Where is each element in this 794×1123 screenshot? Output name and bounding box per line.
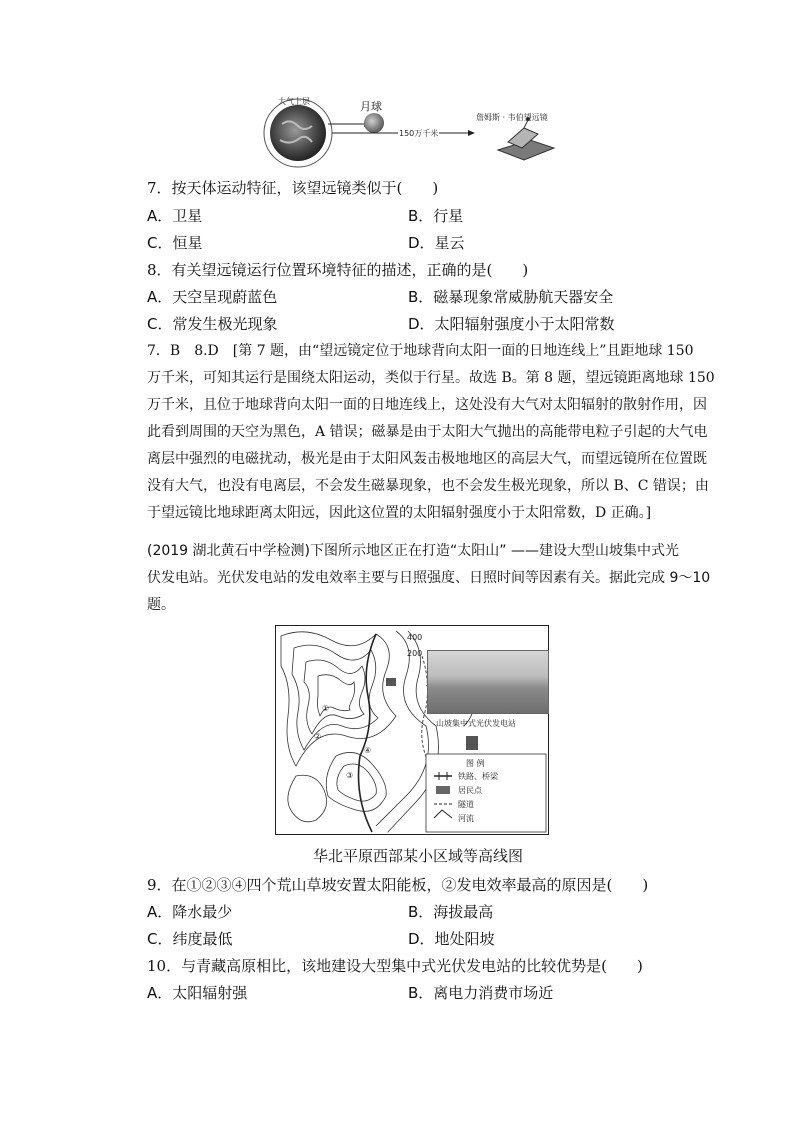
figure-earth-moon-telescope (262, 92, 562, 172)
intro-line-1: (2019 湖北黄石中学检测)下图所示地区正在打造“太阳山” ——建设大型山坡集中式光 (147, 543, 679, 559)
q7-option-b: B．行星 (408, 207, 464, 225)
intro-line-2: 伏发电站。光伏发电站的发电效率主要与日照强度、日照时间等因素有关。据此完成 9～10 (147, 570, 711, 586)
legend-title: 图 例 (466, 759, 485, 768)
answer-line-2: 万千米，可知其运行是围绕太阳运动，类似于行星。故选 B。第 8 题，望远镜距离地球 150 (147, 370, 715, 386)
intro-line-3: 题。 (147, 597, 175, 613)
contour-label-200: 200 (407, 649, 423, 658)
moon-label: 月球 (360, 100, 382, 113)
q10-option-b: B．离电力消费市场近 (408, 984, 554, 1002)
answer-line-3: 万千米，且位于地球背向太阳一面的日地连线上，这处没有大气对太阳辐射的散射作用，因 (147, 397, 707, 413)
figure2-caption: 华北平原西部某小区域等高线图 (313, 847, 524, 865)
legend-item-settlement: 居民点 (458, 786, 482, 795)
earth-label: 大气上层 (278, 97, 310, 106)
railway-line (359, 634, 377, 832)
marker-1: ① (322, 704, 330, 713)
answer-line-6: 没有大气，也没有电离层，不会发生磁暴现象，也不会发生极光现象，所以 B、C 错误；由 (147, 478, 709, 494)
solar-station-photo (427, 650, 549, 714)
legend-item-tunnel: 隧道 (458, 800, 474, 809)
legend-item-river: 河流 (458, 814, 474, 823)
q8-option-a: A．天空呈现蔚蓝色 (147, 288, 278, 306)
moon-icon (364, 113, 384, 133)
q10-stem: 10．与青藏高原相比，该地建设大型集中式光伏发电站的比较优势是( ) (147, 957, 643, 975)
q8-stem: 8．有关望远镜运行位置环境特征的描述，正确的是( ) (147, 261, 529, 279)
telescope-icon (498, 117, 554, 160)
telescope-label: 詹姆斯 · 韦伯望远镜 (476, 113, 548, 122)
answer-line-4: 此看到周围的天空为黑色，A 错误；磁暴是由于太阳大气抛出的高能带电粒子引起的大气电 (147, 424, 708, 440)
q8-option-c: C．常发生极光现象 (147, 315, 278, 333)
marker-2: ② (314, 732, 322, 741)
q7-option-d: D．星云 (408, 234, 465, 252)
q10-option-a: A．太阳辐射强 (147, 984, 248, 1002)
q9-option-c: C．纬度最低 (147, 930, 233, 948)
q9-option-a: A．降水最少 (147, 903, 233, 921)
marker-4: ④ (364, 746, 372, 755)
q9-option-d: D．地处阳坡 (408, 930, 495, 948)
contour-map-figure (275, 625, 549, 835)
photo-caption: 山坡集中式光伏发电站 (436, 719, 516, 728)
distance-label: 150万千米 (399, 129, 439, 138)
q9-option-b: B．海拔最高 (408, 903, 494, 921)
q9-stem: 9．在①②③④四个荒山草坡安置太阳能板，②发电效率最高的原因是( ) (147, 876, 649, 894)
answer-line-5: 离层中强烈的电磁扰动，极光是由于太阳风轰击极地地区的高层大气，而望远镜所在位置既 (147, 451, 707, 467)
q7-option-a: A．卫星 (147, 207, 203, 225)
q7-option-c: C．恒星 (147, 234, 203, 252)
q8-option-b: B．磁暴现象常威胁航天器安全 (408, 288, 614, 306)
contour-label-400: 400 (407, 633, 423, 642)
q8-option-d: D．太阳辐射强度小于太阳常数 (408, 315, 615, 333)
legend-item-railway: 铁路、桥梁 (458, 772, 498, 781)
answer-line-1: 7．B 8.D [第 7 题，由“望远镜定位于地球背向太阳一面的日地连线上”且距地球 150 (147, 343, 694, 359)
legend-box (426, 754, 546, 832)
earth-icon (270, 105, 326, 161)
marker-3: ③ (346, 771, 354, 780)
q7-stem: 7．按天体运动特征，该望远镜类似于( ) (147, 179, 439, 197)
answer-line-7: 于望远镜比地球距离太阳远，因此这位置的太阳辐射强度小于太阳常数，D 正确。] (147, 505, 652, 521)
